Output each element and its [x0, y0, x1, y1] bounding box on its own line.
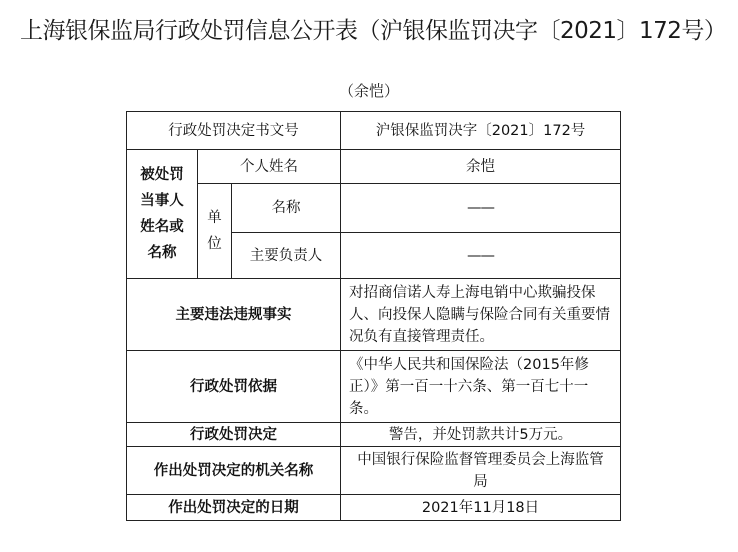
authority-label: 作出处罚决定的机关名称: [127, 447, 341, 495]
unit-name-value: ——: [341, 184, 621, 233]
table-row-authority: [127, 447, 621, 495]
date-value: 2021年11月18日: [341, 495, 621, 521]
individual-name-value: 余恺: [341, 150, 621, 184]
table-row-individual-name: [127, 150, 621, 184]
individual-name-label: 个人姓名: [198, 150, 341, 184]
decision-value: 警告，并处罚款共计5万元。: [341, 423, 621, 447]
page-title: 上海银保监局行政处罚信息公开表（沪银保监罚决字〔2021〕172号）: [20, 18, 727, 44]
party-label-text: 被处罚当事人姓名或名称: [140, 167, 184, 261]
basis-value: 《中华人民共和国保险法（2015年修正）》第一百一十六条、第一百七十一条。: [341, 351, 621, 423]
unit-label-text: 单位: [207, 210, 222, 252]
party-label: [127, 150, 198, 279]
unit-head-label: 主要负责人: [232, 233, 341, 279]
facts-label: 主要违法违规事实: [127, 279, 341, 351]
unit-name-label: 名称: [232, 184, 341, 233]
unit-head-value: ——: [341, 233, 621, 279]
facts-value: 对招商信诺人寿上海电销中心欺骗投保人、向投保人隐瞒与保险合同有关重要情况负有直接管理责任。: [341, 279, 621, 351]
unit-label: [198, 184, 232, 279]
date-label: 作出处罚决定的日期: [127, 495, 341, 521]
party-subtitle: （余恺）: [338, 82, 399, 100]
table-row-unit-name: [127, 184, 621, 233]
penalty-info-table: [126, 111, 621, 521]
doc-number-value: 沪银保监罚决字〔2021〕172号: [341, 112, 621, 150]
table-row-date: [127, 495, 621, 521]
decision-label: 行政处罚决定: [127, 423, 341, 447]
basis-label: 行政处罚依据: [127, 351, 341, 423]
authority-value: 中国银行保险监督管理委员会上海监管局: [341, 447, 621, 495]
doc-number-label: 行政处罚决定书文号: [127, 112, 341, 150]
table-row-basis: [127, 351, 621, 423]
table-row-facts: [127, 279, 621, 351]
table-row-decision: [127, 423, 621, 447]
table-row-doc-number: [127, 112, 621, 150]
